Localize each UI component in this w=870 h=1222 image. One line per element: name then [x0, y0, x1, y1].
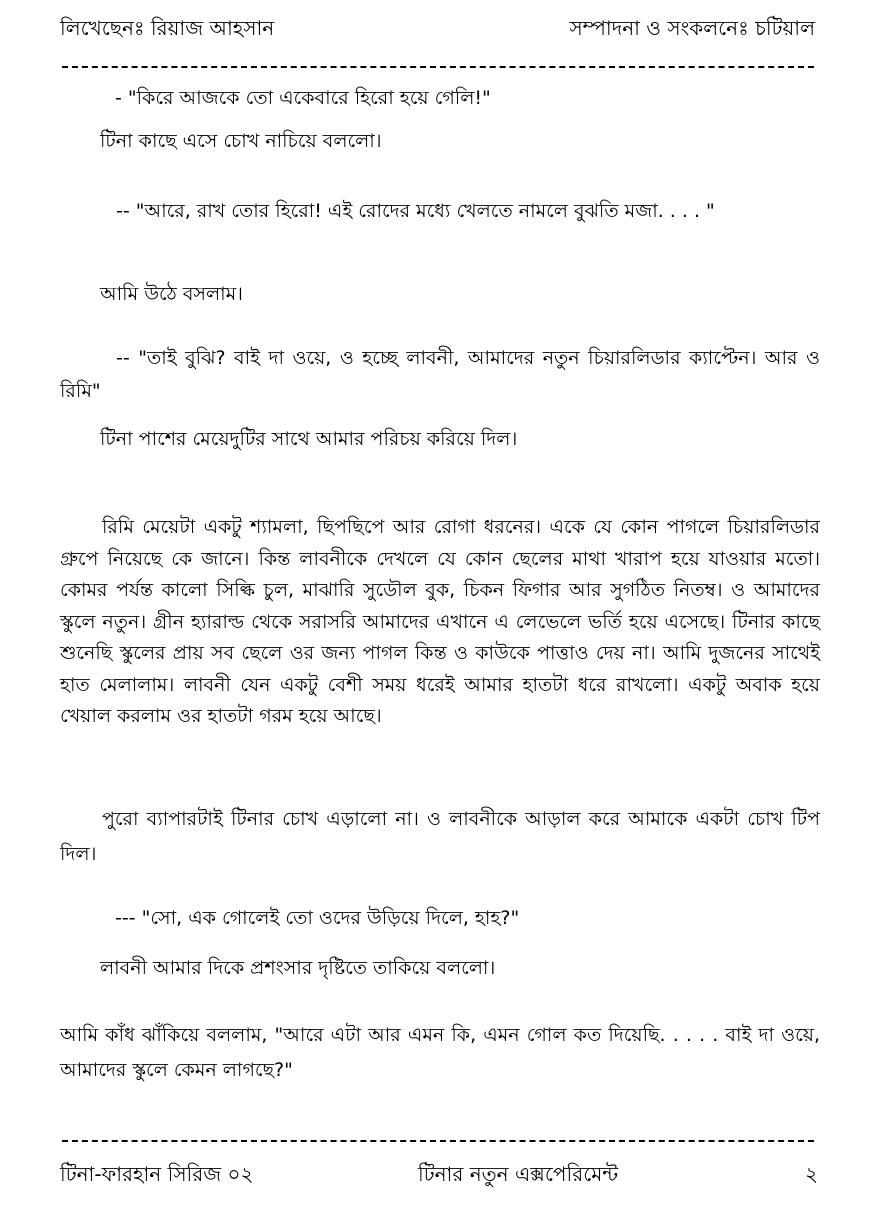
narration-paragraph: রিমি মেয়েটা একটু শ্যামলা, ছিপছিপে আর রোগা ধরনের। একে যে কোন পাগলে চিয়ারলিডার গ্রুপে নিয়েছে কে জানে। কিন্ত লাবনীকে দেখলে যে কোন ছেলের মাথা খারাপ হয়ে যাওয়ার মতো। কোমর পর্যন্ত কালো সিল্কি চুল, মাঝারি সুডৌল বুক, চিকন ফিগার আর সুগঠিত নিতম্ব। ও আমাদের স্কুলে নতুন। গ্রীন হ্যারাল্ড থেকে সরাসরি আমাদের এখানে এ লেভেলে ভর্তি হয়ে এসেছে। টিনার কাছে শুনেছি স্কুলের প্রায় সব ছেলে ওর জন্য পাগল কিন্ত ও কাউকে পাত্তাও দেয় না। আমি দুজনের সাথেই হাত মেলালাম। লাবনী যেন একটু বেশী সময় ধরেই আমার হাতটা ধরে রাখলো। একটু অবাক হয়ে খেয়াল করলাম ওর হাতটা গরম হয়ে আছে।	[60, 516, 820, 727]
dialogue-line: --- "সো, এক গোলেই তো ওদের উড়িয়ে দিলে, হাহ?"	[115, 907, 520, 929]
story-title: টিনার নতুন এক্সপেরিমেন্ট	[418, 1162, 619, 1186]
author-credit: লিখেছেনঃ রিয়াজ আহসান	[60, 16, 275, 40]
page-number: ২	[804, 1162, 818, 1186]
narration-line: লাবনী আমার দিকে প্রশংসার দৃষ্টিতে তাকিয়ে বললো।	[100, 957, 496, 979]
series-name: টিনা-ফারহান সিরিজ ০২	[60, 1162, 254, 1186]
dialogue-line: - "কিরে আজকে তো একেবারে হিরো হয়ে গেলি!"	[115, 87, 491, 109]
narration-line: আমি উঠে বসলাম।	[100, 283, 243, 305]
dialogue-paragraph: -- "আরে, রাখ তোর হিরো! এই রোদের মধ্যে খেলতে নামলে বুঝতি মজা. . . . "	[116, 200, 715, 222]
header-divider	[62, 66, 814, 68]
narration-line: টিনা কাছে এসে চোখ নাচিয়ে বললো।	[100, 130, 382, 152]
editor-credit: সম্পাদনা ও সংকলনেঃ চটিয়াল	[569, 16, 815, 40]
narration-paragraph: আমি কাঁধ ঝাঁকিয়ে বললাম, "আরে এটা আর এমন কি, এমন গোল কত দিয়েছি. . . . . বাই দা ওয়ে, আমাদের স্কুলে কেমন লাগছে?"	[60, 1024, 820, 1081]
footer-divider	[62, 1140, 814, 1142]
dialogue-paragraph: -- "তাই বুঝি? বাই দা ওয়ে, ও হচ্ছে লাবনী, আমাদের নতুন চিয়ারলিডার ক্যাপ্টেন। আর ও রিমি"	[60, 347, 820, 402]
narration-line: টিনা পাশের মেয়েদুটির সাথে আমার পরিচয় করিয়ে দিল।	[100, 428, 518, 450]
narration-paragraph: পুরো ব্যাপারটাই টিনার চোখ এড়ালো না। ও লাবনীকে আড়াল করে আমাকে একটা চোখ টিপ দিল।	[60, 808, 820, 865]
